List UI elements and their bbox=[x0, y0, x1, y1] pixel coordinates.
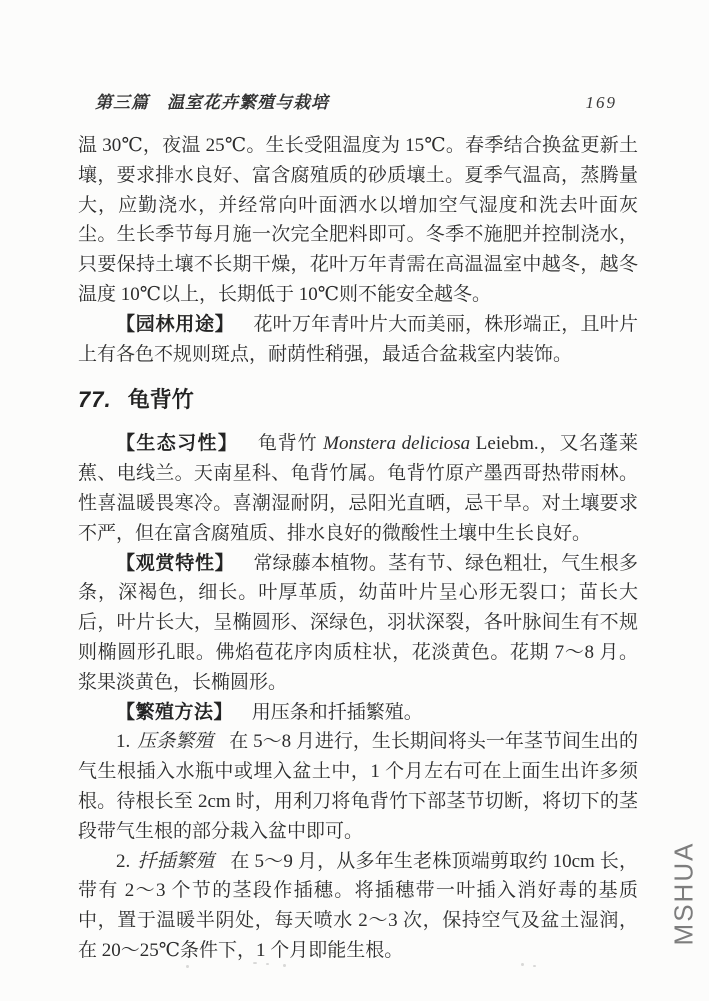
list-item-cutting bbox=[78, 847, 638, 966]
label-garden-use: 【园林用途】 bbox=[116, 313, 235, 335]
section-title: 龟背竹 bbox=[127, 387, 194, 413]
scan-speck bbox=[533, 965, 536, 967]
paragraph-text: 花叶万年青叶片大而美丽，株形端正，且叶片上有各色不规则斑点，耐荫性稍强，最适合盆栽室内装饰。 bbox=[78, 313, 638, 365]
label-propagation: 【繁殖方法】 bbox=[116, 701, 234, 723]
paragraph-text: 用压条和扦插繁殖。 bbox=[251, 701, 423, 723]
paragraph-propagation bbox=[78, 698, 638, 728]
item-number: 2. bbox=[116, 850, 131, 872]
scan-speck bbox=[266, 963, 269, 965]
running-header bbox=[95, 88, 617, 113]
paragraph-text: ，又名蓬莱蕉、电线兰。天南星科、龟背竹属。龟背竹原产墨西哥热带雨林。性喜温暖畏寒冷。喜潮湿耐阴，忌阳光直晒，忌干旱。对土壤要求不严，但在富含腐殖质、排水良好的微酸性土壤中生长良好。 bbox=[78, 433, 638, 544]
latin-species-name: Monstera deliciosa bbox=[323, 433, 471, 455]
scan-speck bbox=[521, 963, 524, 966]
page-body bbox=[78, 131, 638, 966]
scan-speck bbox=[156, 948, 161, 950]
label-ecology: 【生态习性】 bbox=[116, 433, 239, 455]
scan-speck bbox=[283, 964, 286, 967]
paragraph-garden-use bbox=[78, 310, 638, 370]
item-title-layering: 压条繁殖 bbox=[137, 731, 214, 753]
watermark-mshua: MSHUA bbox=[668, 841, 699, 946]
paragraph-text: 温 30℃，夜温 25℃。生长受阻温度为 15℃。春季结合换盆更新土壤，要求排水良好、富含腐殖质的砂质壤土。夏季气温高，蒸腾量大，应勤浇水，并经常向叶面洒水以增加空气湿度和洗去叶面灰尘。生长季节每月施一次完全肥料即可。冬季不施肥并控制浇水，只要保持土壤不长期干燥，花叶万年青需在高温温室中越冬，越冬温度 10℃以上，长期低于 10℃则不能安全越冬。 bbox=[78, 135, 638, 305]
paragraph-text: 龟背竹 bbox=[257, 433, 324, 455]
paragraph-ornamental bbox=[78, 549, 638, 698]
page-number: 169 bbox=[585, 93, 617, 112]
label-ornamental: 【观赏特性】 bbox=[116, 552, 235, 574]
list-item-layering bbox=[78, 727, 638, 846]
paragraph-text: 常绿藤本植物。茎有节、绿色粗壮，气生根多条，深褐色，细长。叶厚革质，幼苗叶片呈心形无裂口；苗长大后，叶片长大，呈椭圆形、深绿色，羽状深裂，各叶脉间生有不规则椭圆形孔眼。佛焰苞花序肉质柱状，花淡黄色。花期 7～8 月。浆果淡黄色，长椭圆形。 bbox=[78, 552, 638, 693]
paragraph-cultivation-continued bbox=[78, 131, 638, 310]
item-number: 1. bbox=[116, 731, 131, 753]
paragraph-ecology bbox=[78, 429, 638, 548]
chapter-title: 第三篇 温室花卉繁殖与栽培 bbox=[95, 93, 329, 112]
paragraph-text: 在 5～9 月，从多年生老株顶端剪取约 10cm 长，带有 2～3 个节的茎段作插穗。将插穗带一叶插入消好毒的基质中，置于温暖半阴处，每天喷水 2～3 次，保持空气及盆土湿润，在 20～25℃条件下，1 个月即能生根。 bbox=[78, 850, 638, 961]
section-number: 77. bbox=[78, 387, 112, 413]
scan-speck bbox=[186, 965, 189, 968]
paragraph-text: 在 5～8 月进行，生长期间将头一年茎节间生出的气生根插入水瓶中或埋入盆土中，1 个月左右可在上面生出许多须根。待根长至 2cm 时，用利刀将龟背竹下部茎节切断，将切下的茎段带气生根的部分栽入盆中即可。 bbox=[78, 731, 638, 842]
latin-author: Leiebm. bbox=[470, 433, 539, 455]
scan-speck bbox=[253, 962, 257, 964]
item-title-cutting: 扦插繁殖 bbox=[137, 850, 215, 872]
section-heading-monstera bbox=[78, 385, 638, 415]
